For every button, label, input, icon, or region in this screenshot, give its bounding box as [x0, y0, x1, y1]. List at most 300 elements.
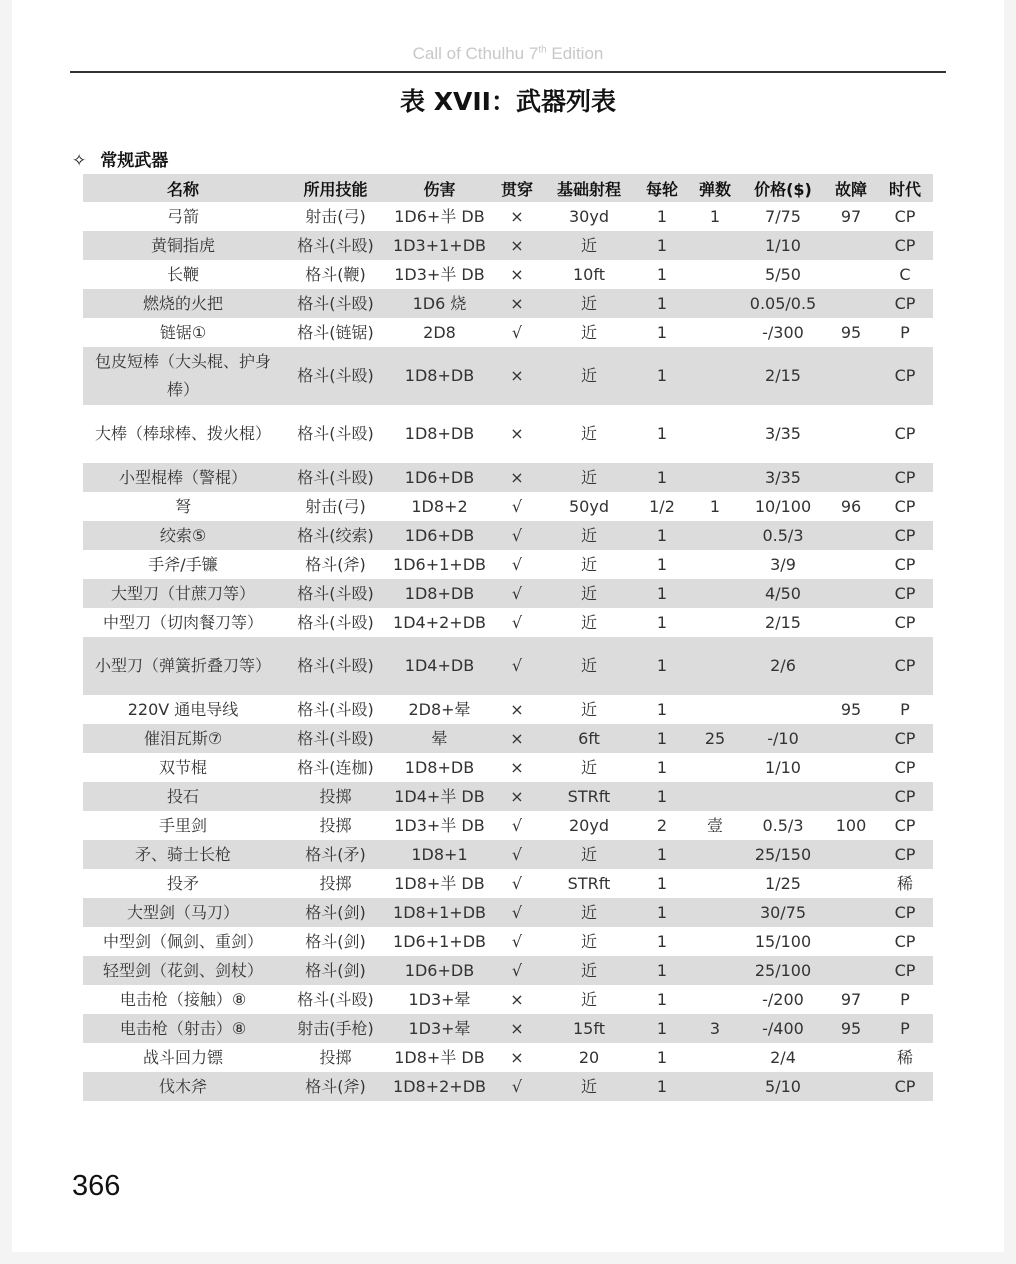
table-cell: 4/50 — [741, 579, 825, 608]
table-cell: 25 — [689, 724, 741, 753]
table-cell: 3/35 — [765, 424, 801, 443]
table-cell: P — [900, 699, 910, 719]
page-number: 366 — [72, 1170, 121, 1202]
table-cell: P — [900, 989, 910, 1009]
table-row — [83, 1043, 933, 1072]
table-cell: CP — [894, 424, 916, 443]
table-cell: 30/75 — [741, 898, 825, 927]
table-cell — [825, 579, 877, 608]
table-cell: 50yd — [569, 496, 609, 516]
table-row — [83, 318, 933, 347]
table-row — [83, 608, 933, 637]
table-cell: CP — [877, 521, 933, 550]
table-row — [83, 260, 933, 289]
table-cell: 3/35 — [741, 463, 825, 492]
column-header: 每轮 — [635, 174, 689, 202]
table-cell: √ — [511, 931, 523, 951]
table-cell: 1 — [709, 496, 721, 516]
table-cell: 2 — [656, 815, 668, 835]
weapon-name-cell: 大型剑（马刀） — [83, 898, 283, 927]
table-cell: 近 — [543, 347, 635, 405]
table-cell: 近 — [580, 699, 597, 719]
table-cell: 近 — [543, 463, 635, 492]
table-cell — [825, 521, 877, 550]
table-cell: 1D6+DB — [388, 521, 491, 550]
table-cell: 1 — [656, 699, 668, 719]
diamond-bullet-icon: ✧ — [72, 151, 87, 171]
table-cell — [741, 695, 825, 724]
table-cell: 1 — [656, 264, 668, 284]
table-row — [83, 898, 933, 927]
table-cell — [825, 550, 877, 579]
table-cell: 格斗(斗殴) — [283, 637, 388, 695]
table-cell: CP — [894, 206, 916, 226]
table-cell: √ — [491, 956, 543, 985]
table-cell: 97 — [840, 206, 862, 226]
table-cell — [689, 637, 741, 695]
table-cell: 2/6 — [741, 637, 825, 695]
table-cell: STRft — [567, 873, 611, 893]
table-cell: 格斗(斗殴) — [297, 699, 374, 719]
table-cell: 1D8+DB — [388, 347, 491, 405]
table-cell: √ — [511, 496, 523, 516]
table-row — [83, 550, 933, 579]
table-cell: 1 — [656, 757, 668, 777]
weapon-name-cell: 弩 — [174, 496, 191, 516]
table-cell: 格斗(斗殴) — [283, 463, 388, 492]
table-cell: 30yd — [569, 206, 609, 226]
table-cell: 95 — [840, 699, 862, 719]
table-cell: 近 — [580, 322, 597, 342]
table-row — [83, 985, 933, 1014]
weapon-name-cell: 手斧/手镰 — [148, 554, 218, 574]
table-cell: CP — [894, 496, 916, 516]
table-cell: 15/100 — [754, 931, 812, 951]
table-cell: 20 — [578, 1047, 600, 1067]
table-cell: 1/2 — [649, 496, 675, 516]
table-cell: 1D8+半 DB — [394, 1047, 485, 1067]
table-cell — [689, 260, 741, 289]
table-cell: 1 — [635, 1014, 689, 1043]
table-cell — [825, 347, 877, 405]
table-cell — [689, 289, 741, 318]
running-header — [12, 44, 1004, 64]
table-cell: CP — [894, 757, 916, 777]
table-cell — [825, 840, 877, 869]
table-cell: 1D4+DB — [388, 637, 491, 695]
table-cell: 格斗(斗殴) — [283, 231, 388, 260]
weapon-name-cell: 投石 — [83, 782, 283, 811]
table-cell: 1D6+DB — [388, 956, 491, 985]
table-cell — [689, 782, 741, 811]
table-cell: 1 — [656, 989, 668, 1009]
table-cell — [689, 956, 741, 985]
table-cell: 1 — [635, 289, 689, 318]
table-cell: CP — [894, 612, 916, 632]
table-cell: 近 — [543, 956, 635, 985]
table-cell: 1D8+1 — [388, 840, 491, 869]
table-cell: C — [899, 264, 911, 284]
table-cell: 格斗(斗殴) — [297, 612, 374, 632]
book-title-superscript: th — [538, 44, 547, 56]
column-header: 弹数 — [689, 174, 741, 202]
table-cell: 1 — [656, 424, 668, 443]
weapon-name-cell: 小型刀（弹簧折叠刀等） — [83, 637, 283, 695]
column-header: 基础射程 — [543, 174, 635, 202]
table-cell: 1 — [656, 612, 668, 632]
table-cell: 2/4 — [770, 1047, 796, 1067]
weapon-name-cell: 长鞭 — [166, 264, 199, 284]
table-row — [83, 695, 933, 724]
weapon-name-cell: 黄铜指虎 — [83, 231, 283, 260]
table-cell: 1D8+DB — [404, 757, 475, 777]
column-header: 贯穿 — [491, 174, 543, 202]
table-cell: 1 — [656, 322, 668, 342]
table-cell — [689, 869, 741, 898]
table-cell: STRft — [543, 782, 635, 811]
table-cell: √ — [491, 637, 543, 695]
weapon-name-cell: 矛、骑士长枪 — [83, 840, 283, 869]
table-cell: √ — [511, 612, 523, 632]
table-cell: 近 — [580, 989, 597, 1009]
table-cell: 1D8+1+DB — [388, 898, 491, 927]
table-cell: 格斗(斗殴) — [297, 424, 374, 443]
table-cell: 1 — [635, 579, 689, 608]
table-cell: 1D6 烧 — [388, 289, 491, 318]
table-cell: P — [877, 1014, 933, 1043]
table-cell: 1 — [635, 347, 689, 405]
table-row — [83, 405, 933, 463]
table-cell: 近 — [543, 521, 635, 550]
table-cell — [825, 869, 877, 898]
table-cell: 格斗(鞭) — [305, 264, 366, 284]
table-cell: × — [491, 782, 543, 811]
table-cell: 格斗(斧) — [305, 554, 366, 574]
table-cell: 1 — [635, 840, 689, 869]
table-row — [83, 463, 933, 492]
table-cell: 近 — [543, 1072, 635, 1101]
section-heading — [72, 146, 168, 171]
table-cell — [825, 1043, 877, 1072]
table-cell — [825, 289, 877, 318]
table-cell: 1/10 — [765, 757, 801, 777]
table-row — [83, 782, 933, 811]
column-header: 时代 — [877, 174, 933, 202]
weapon-name-cell: 电击枪（接触）⑧ — [119, 989, 247, 1009]
table-cell: CP — [877, 463, 933, 492]
table-cell: 1D8+DB — [388, 579, 491, 608]
table-cell: CP — [877, 1072, 933, 1101]
table-cell: √ — [491, 898, 543, 927]
table-cell: 1D8+2 — [411, 496, 468, 516]
table-cell: 格斗(矛) — [283, 840, 388, 869]
table-cell: 壹 — [706, 815, 723, 835]
table-row — [83, 927, 933, 956]
table-cell: 1D8+半 DB — [394, 873, 485, 893]
table-cell: 格斗(斗殴) — [297, 989, 374, 1009]
table-cell — [825, 753, 877, 782]
table-cell: 0.5/3 — [762, 815, 804, 835]
table-cell — [825, 898, 877, 927]
table-cell: P — [900, 322, 910, 342]
weapons-table — [83, 174, 933, 1101]
table-cell: 10ft — [573, 264, 605, 284]
table-cell — [689, 898, 741, 927]
table-cell: 5/50 — [765, 264, 801, 284]
table-cell: × — [510, 757, 524, 777]
table-row — [83, 289, 933, 318]
table-row — [83, 1014, 933, 1043]
table-cell: × — [491, 724, 543, 753]
table-cell — [689, 927, 741, 956]
table-cell — [825, 724, 877, 753]
table-cell — [689, 579, 741, 608]
table-cell — [689, 318, 741, 347]
weapon-name-cell: 手里剑 — [158, 815, 207, 835]
table-cell — [689, 608, 741, 637]
table-cell: 1D6+DB — [388, 463, 491, 492]
table-cell: 95 — [825, 1014, 877, 1043]
table-cell: 2D8+晕 — [408, 699, 471, 719]
table-cell — [689, 753, 741, 782]
table-cell: 近 — [543, 637, 635, 695]
table-cell: 格斗(连枷) — [297, 757, 374, 777]
table-cell — [825, 405, 877, 463]
table-cell: CP — [877, 840, 933, 869]
table-cell — [741, 782, 825, 811]
table-cell: 15ft — [543, 1014, 635, 1043]
table-cell: 1 — [656, 1047, 668, 1067]
table-cell: 近 — [580, 612, 597, 632]
table-cell: 格斗(剑) — [283, 898, 388, 927]
section-label: 常规武器 — [100, 151, 169, 171]
table-cell: 近 — [543, 289, 635, 318]
table-cell: 1D6+1+DB — [393, 554, 486, 574]
table-cell: 1 — [635, 463, 689, 492]
table-cell — [825, 782, 877, 811]
table-row — [83, 956, 933, 985]
table-cell: 3/9 — [770, 554, 796, 574]
table-cell: 格斗(斗殴) — [283, 289, 388, 318]
table-cell: 近 — [543, 898, 635, 927]
weapon-name-cell: 战斗回力镖 — [142, 1047, 223, 1067]
table-cell — [825, 260, 877, 289]
table-cell: 1 — [635, 782, 689, 811]
table-cell: √ — [511, 873, 523, 893]
table-row — [83, 869, 933, 898]
table-cell: 格斗(斗殴) — [283, 347, 388, 405]
table-header-row — [83, 174, 933, 202]
table-cell — [689, 521, 741, 550]
table-cell: 射击(弓) — [305, 206, 366, 226]
table-cell: 2D8 — [423, 322, 456, 342]
table-row — [83, 1072, 933, 1101]
table-cell: CP — [877, 289, 933, 318]
table-cell — [825, 956, 877, 985]
weapon-name-cell: 伐木斧 — [83, 1072, 283, 1101]
table-cell: 近 — [543, 231, 635, 260]
table-cell: 格斗(斧) — [283, 1072, 388, 1101]
table-cell — [689, 463, 741, 492]
table-cell: × — [510, 206, 524, 226]
table-cell: CP — [894, 931, 916, 951]
table-cell: 1 — [635, 956, 689, 985]
table-cell: CP — [877, 956, 933, 985]
table-cell: 格斗(绞索) — [283, 521, 388, 550]
table-cell — [689, 231, 741, 260]
table-row — [83, 202, 933, 231]
column-header: 故障 — [825, 174, 877, 202]
table-cell: 1/25 — [765, 873, 801, 893]
table-cell: 1 — [635, 521, 689, 550]
table-cell — [689, 550, 741, 579]
table-cell: × — [491, 1014, 543, 1043]
table-cell: 1D4+半 DB — [388, 782, 491, 811]
table-cell: 3 — [689, 1014, 741, 1043]
weapon-name-cell: 燃烧的火把 — [83, 289, 283, 318]
table-cell: 1D6+半 DB — [394, 206, 485, 226]
table-cell: 近 — [580, 424, 597, 443]
table-cell: × — [491, 231, 543, 260]
table-row — [83, 811, 933, 840]
book-title-suffix: Edition — [546, 44, 604, 63]
table-cell: √ — [491, 579, 543, 608]
weapon-name-cell: 双节棍 — [158, 757, 207, 777]
weapon-name-cell: 投矛 — [166, 873, 199, 893]
table-cell: 近 — [580, 757, 597, 777]
table-cell: 10/100 — [754, 496, 812, 516]
table-cell: √ — [491, 521, 543, 550]
table-cell — [689, 840, 741, 869]
table-cell — [825, 637, 877, 695]
weapon-name-cell: 弓箭 — [166, 206, 199, 226]
table-cell: √ — [511, 322, 523, 342]
weapon-name-cell: 包皮短棒（大头棍、护身棒） — [83, 347, 283, 405]
table-cell: 近 — [580, 554, 597, 574]
header-rule — [70, 71, 946, 73]
table-cell: 格斗(剑) — [283, 956, 388, 985]
table-cell: 0.5/3 — [741, 521, 825, 550]
table-cell: 1 — [635, 637, 689, 695]
table-cell: 97 — [840, 989, 862, 1009]
table-cell: -/400 — [741, 1014, 825, 1043]
book-title: Call of Cthulhu 7 — [412, 44, 539, 63]
table-cell: √ — [511, 554, 523, 574]
table-cell: -/200 — [762, 989, 804, 1009]
table-cell: 2/15 — [741, 347, 825, 405]
table-cell: 近 — [580, 931, 597, 951]
table-cell — [689, 695, 741, 724]
table-cell — [825, 1072, 877, 1101]
table-cell: CP — [894, 815, 916, 835]
table-cell: 1D6+1+DB — [393, 931, 486, 951]
table-cell: × — [491, 347, 543, 405]
weapon-name-cell: 电击枪（射击）⑧ — [83, 1014, 283, 1043]
table-cell: -/300 — [762, 322, 804, 342]
weapon-name-cell: 中型剑（佩剑、重剑） — [102, 931, 263, 951]
weapon-name-cell: 链锯① — [159, 322, 207, 342]
column-header: 所用技能 — [283, 174, 388, 202]
table-cell: 1 — [709, 206, 721, 226]
table-cell: 25/150 — [741, 840, 825, 869]
column-header: 价格($) — [741, 174, 825, 202]
table-cell — [825, 608, 877, 637]
table-cell: CP — [894, 554, 916, 574]
table-cell: √ — [491, 840, 543, 869]
table-cell: 1 — [635, 1072, 689, 1101]
table-cell: 格斗(斗殴) — [283, 579, 388, 608]
table-cell: 95 — [840, 322, 862, 342]
table-cell: CP — [877, 579, 933, 608]
table-title: 表 XVII：武器列表 — [400, 87, 616, 116]
table-cell: CP — [877, 347, 933, 405]
table-row — [83, 724, 933, 753]
table-cell: CP — [877, 898, 933, 927]
table-cell: × — [491, 463, 543, 492]
table-cell: 1 — [635, 231, 689, 260]
table-cell: × — [491, 289, 543, 318]
table-cell: 1D3+半 DB — [394, 815, 485, 835]
table-row — [83, 347, 933, 405]
table-row — [83, 231, 933, 260]
weapon-name-cell: 220V 通电导线 — [127, 699, 239, 719]
table-cell: 7/75 — [765, 206, 801, 226]
table-cell: 100 — [835, 815, 867, 835]
table-cell: 格斗(链锯) — [297, 322, 374, 342]
table-cell: 1 — [656, 873, 668, 893]
table-cell — [689, 1072, 741, 1101]
table-cell: √ — [491, 1072, 543, 1101]
table-row — [83, 579, 933, 608]
table-cell — [825, 463, 877, 492]
table-cell: × — [510, 424, 524, 443]
table-cell: 近 — [543, 840, 635, 869]
table-cell: 投掷 — [319, 873, 352, 893]
table-cell: 1 — [656, 931, 668, 951]
table-cell: 1D4+2+DB — [393, 612, 486, 632]
table-cell: 投掷 — [319, 1047, 352, 1067]
weapon-name-cell: 绞索⑤ — [83, 521, 283, 550]
table-cell — [689, 985, 741, 1014]
table-cell: 1 — [656, 206, 668, 226]
table-cell — [689, 405, 741, 463]
table-cell: 1D8+DB — [404, 424, 475, 443]
weapon-name-cell: 小型棍棒（警棍） — [83, 463, 283, 492]
table-cell: 6ft — [543, 724, 635, 753]
weapon-name-cell: 中型刀（切肉餐刀等） — [102, 612, 263, 632]
table-cell: 1D3+半 DB — [394, 264, 485, 284]
table-cell: × — [510, 264, 524, 284]
table-cell: CP — [877, 231, 933, 260]
table-cell: 5/10 — [741, 1072, 825, 1101]
document-page — [12, 0, 1004, 1252]
table-cell: 1 — [635, 724, 689, 753]
table-cell — [825, 231, 877, 260]
table-cell: 格斗(斗殴) — [283, 724, 388, 753]
table-cell: × — [510, 1047, 524, 1067]
table-cell: √ — [511, 815, 523, 835]
table-cell: 25/100 — [741, 956, 825, 985]
table-cell: -/10 — [741, 724, 825, 753]
table-cell: 1D3+晕 — [408, 989, 471, 1009]
table-cell — [825, 927, 877, 956]
weapon-name-cell: 大棒（棒球棒、拨火棍） — [94, 424, 271, 443]
table-cell: 2/15 — [765, 612, 801, 632]
table-cell: 1D3+1+DB — [388, 231, 491, 260]
table-cell: 稀 — [896, 1047, 913, 1067]
table-row — [83, 637, 933, 695]
column-header: 名称 — [83, 174, 283, 202]
